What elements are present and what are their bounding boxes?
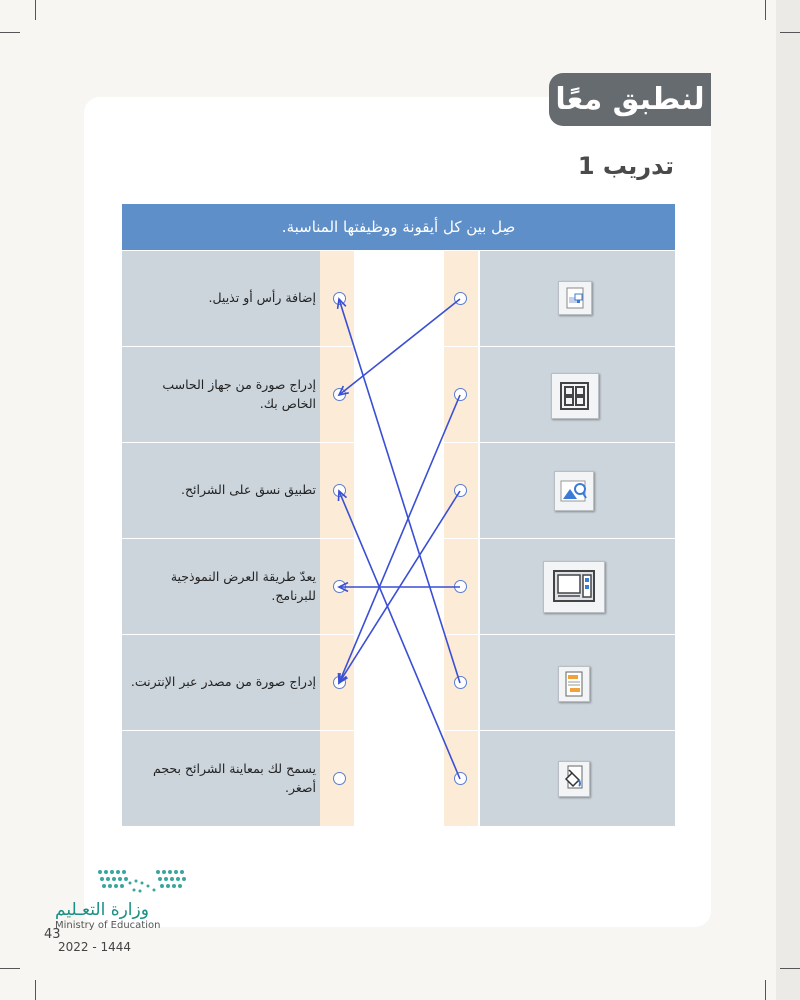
match-line xyxy=(339,491,460,779)
edition-year: 2022 - 1444 xyxy=(58,940,132,954)
function-text: يسمح لك بمعاينة الشرائح بحجم أصغر. xyxy=(153,760,316,795)
match-line xyxy=(339,395,460,683)
ministry-logo xyxy=(96,866,192,904)
function-text: إدراج صورة من مصدر عبر الإنترنت. xyxy=(130,674,316,690)
page-number: 43 xyxy=(44,927,61,942)
table-header-text: صِل بين كل أيقونة ووظيفتها المناسبة. xyxy=(281,218,516,236)
function-text: إدراج صورة من جهاز الحاسب الخاص بك. xyxy=(162,376,316,411)
function-text: إضافة رأس أو تذييل. xyxy=(208,290,316,306)
banner-title: لنطبق معًا xyxy=(555,82,705,117)
match-line xyxy=(339,299,460,683)
ministry-name-english: Ministry of Education xyxy=(55,920,161,931)
ministry-name-arabic: وزارة التعـليم xyxy=(55,900,149,920)
function-text: يعدّ طريقة العرض النموذجية للبرنامج. xyxy=(170,568,316,603)
function-text: تطبيق نسق على الشرائح. xyxy=(180,482,316,498)
exercise-title: تدريب 1 xyxy=(577,152,674,180)
match-line xyxy=(339,299,460,395)
